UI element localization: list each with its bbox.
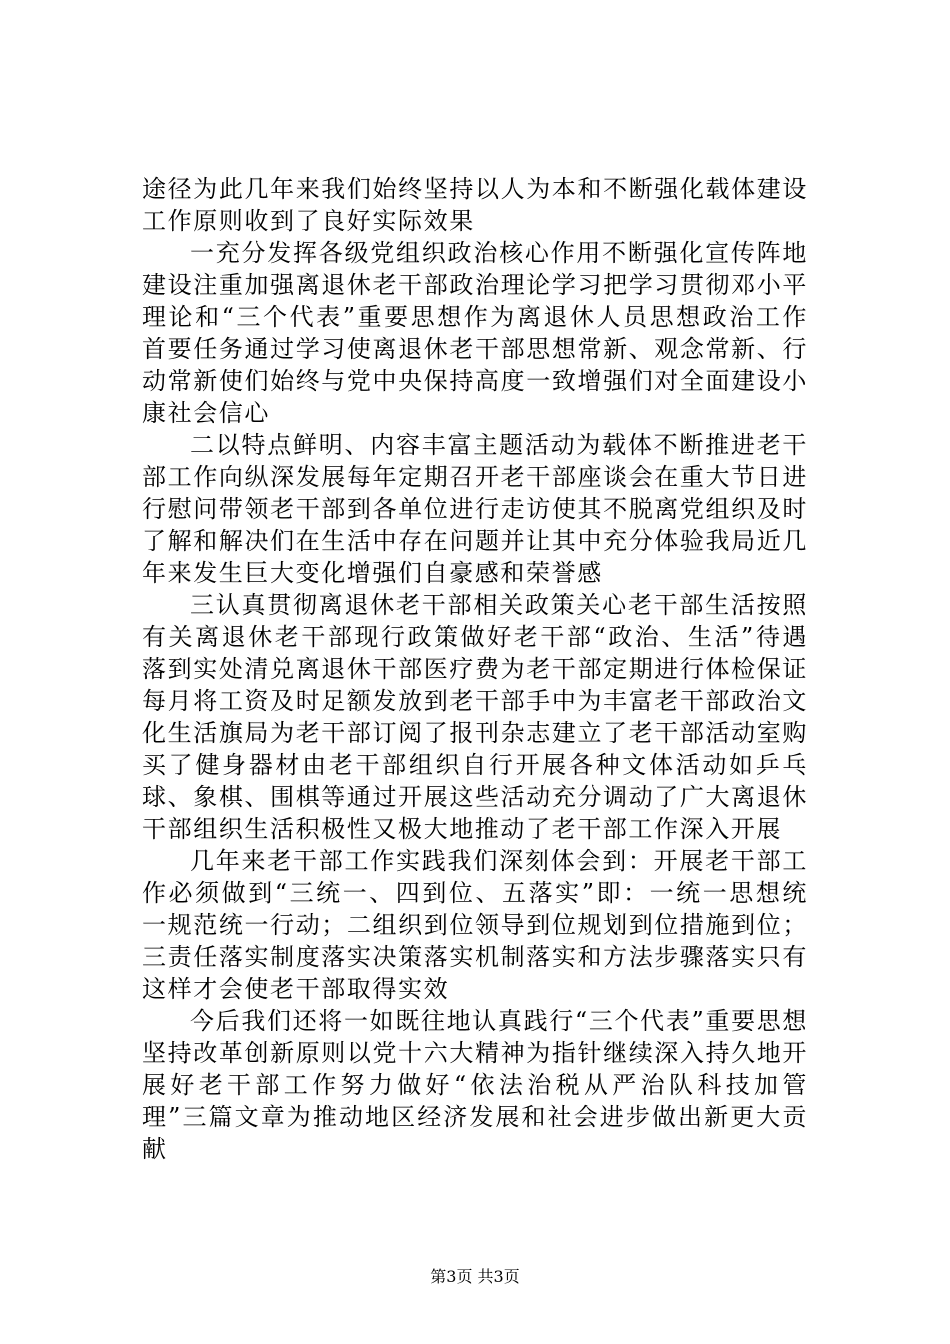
paragraph-6: 今后我们还将一如既往地认真践行“三个代表”重要思想坚持改革创新原则以党十六大精神为指针继续深入持久地开展好老干部工作努力做好“依法治税从严治队科技加管理”三篇文章为推动地区经济发展和社会进步做出新更大贡献	[142, 1007, 808, 1163]
page-footer	[0, 1267, 950, 1287]
paragraph-5: 几年来老干部工作实践我们深刻体会到：开展老干部工作必须做到“三统一、四到位、五落实”即：一统一思想统一规范统一行动；二组织到位领导到位规划到位措施到位；三责任落实制度落实决策落实机制落实和方法步骤落实只有这样才会使老干部取得实效	[142, 847, 808, 1003]
paragraph-3: 二以特点鲜明、内容丰富主题活动为载体不断推进老干部工作向纵深发展每年定期召开老干部座谈会在重大节日进行慰问带领老干部到各单位进行走访使其不脱离党组织及时了解和解决们在生活中存在问题并让其中充分体验我局近几年来发生巨大变化增强们自豪感和荣誉感	[142, 431, 808, 587]
paragraph-4: 三认真贯彻离退休老干部相关政策关心老干部生活按照有关离退休老干部现行政策做好老干部“政治、生活”待遇落到实处清兑离退休干部医疗费为老干部定期进行体检保证每月将工资及时足额发放到老干部手中为丰富老干部政治文化生活旗局为老干部订阅了报刊杂志建立了老干部活动室购买了健身器材由老干部组织自行开展各种文体活动如乒乓球、象棋、围棋等通过开展这些活动充分调动了广大离退休干部组织生活积极性又极大地推动了老干部工作深入开展	[142, 591, 808, 843]
paragraph-2: 一充分发挥各级党组织政治核心作用不断强化宣传阵地建设注重加强离退休老干部政治理论学习把学习贯彻邓小平理论和“三个代表”重要思想作为离退休人员思想政治工作首要任务通过学习使离退休老干部思想常新、观念常新、行动常新使们始终与党中央保持高度一致增强们对全面建设小康社会信心	[142, 239, 808, 427]
paragraph-1: 途径为此几年来我们始终坚持以人为本和不断强化载体建设工作原则收到了良好实际效果	[142, 175, 808, 235]
page-number-label: 第3页 共3页	[430, 1267, 520, 1286]
document-body	[142, 173, 808, 1165]
